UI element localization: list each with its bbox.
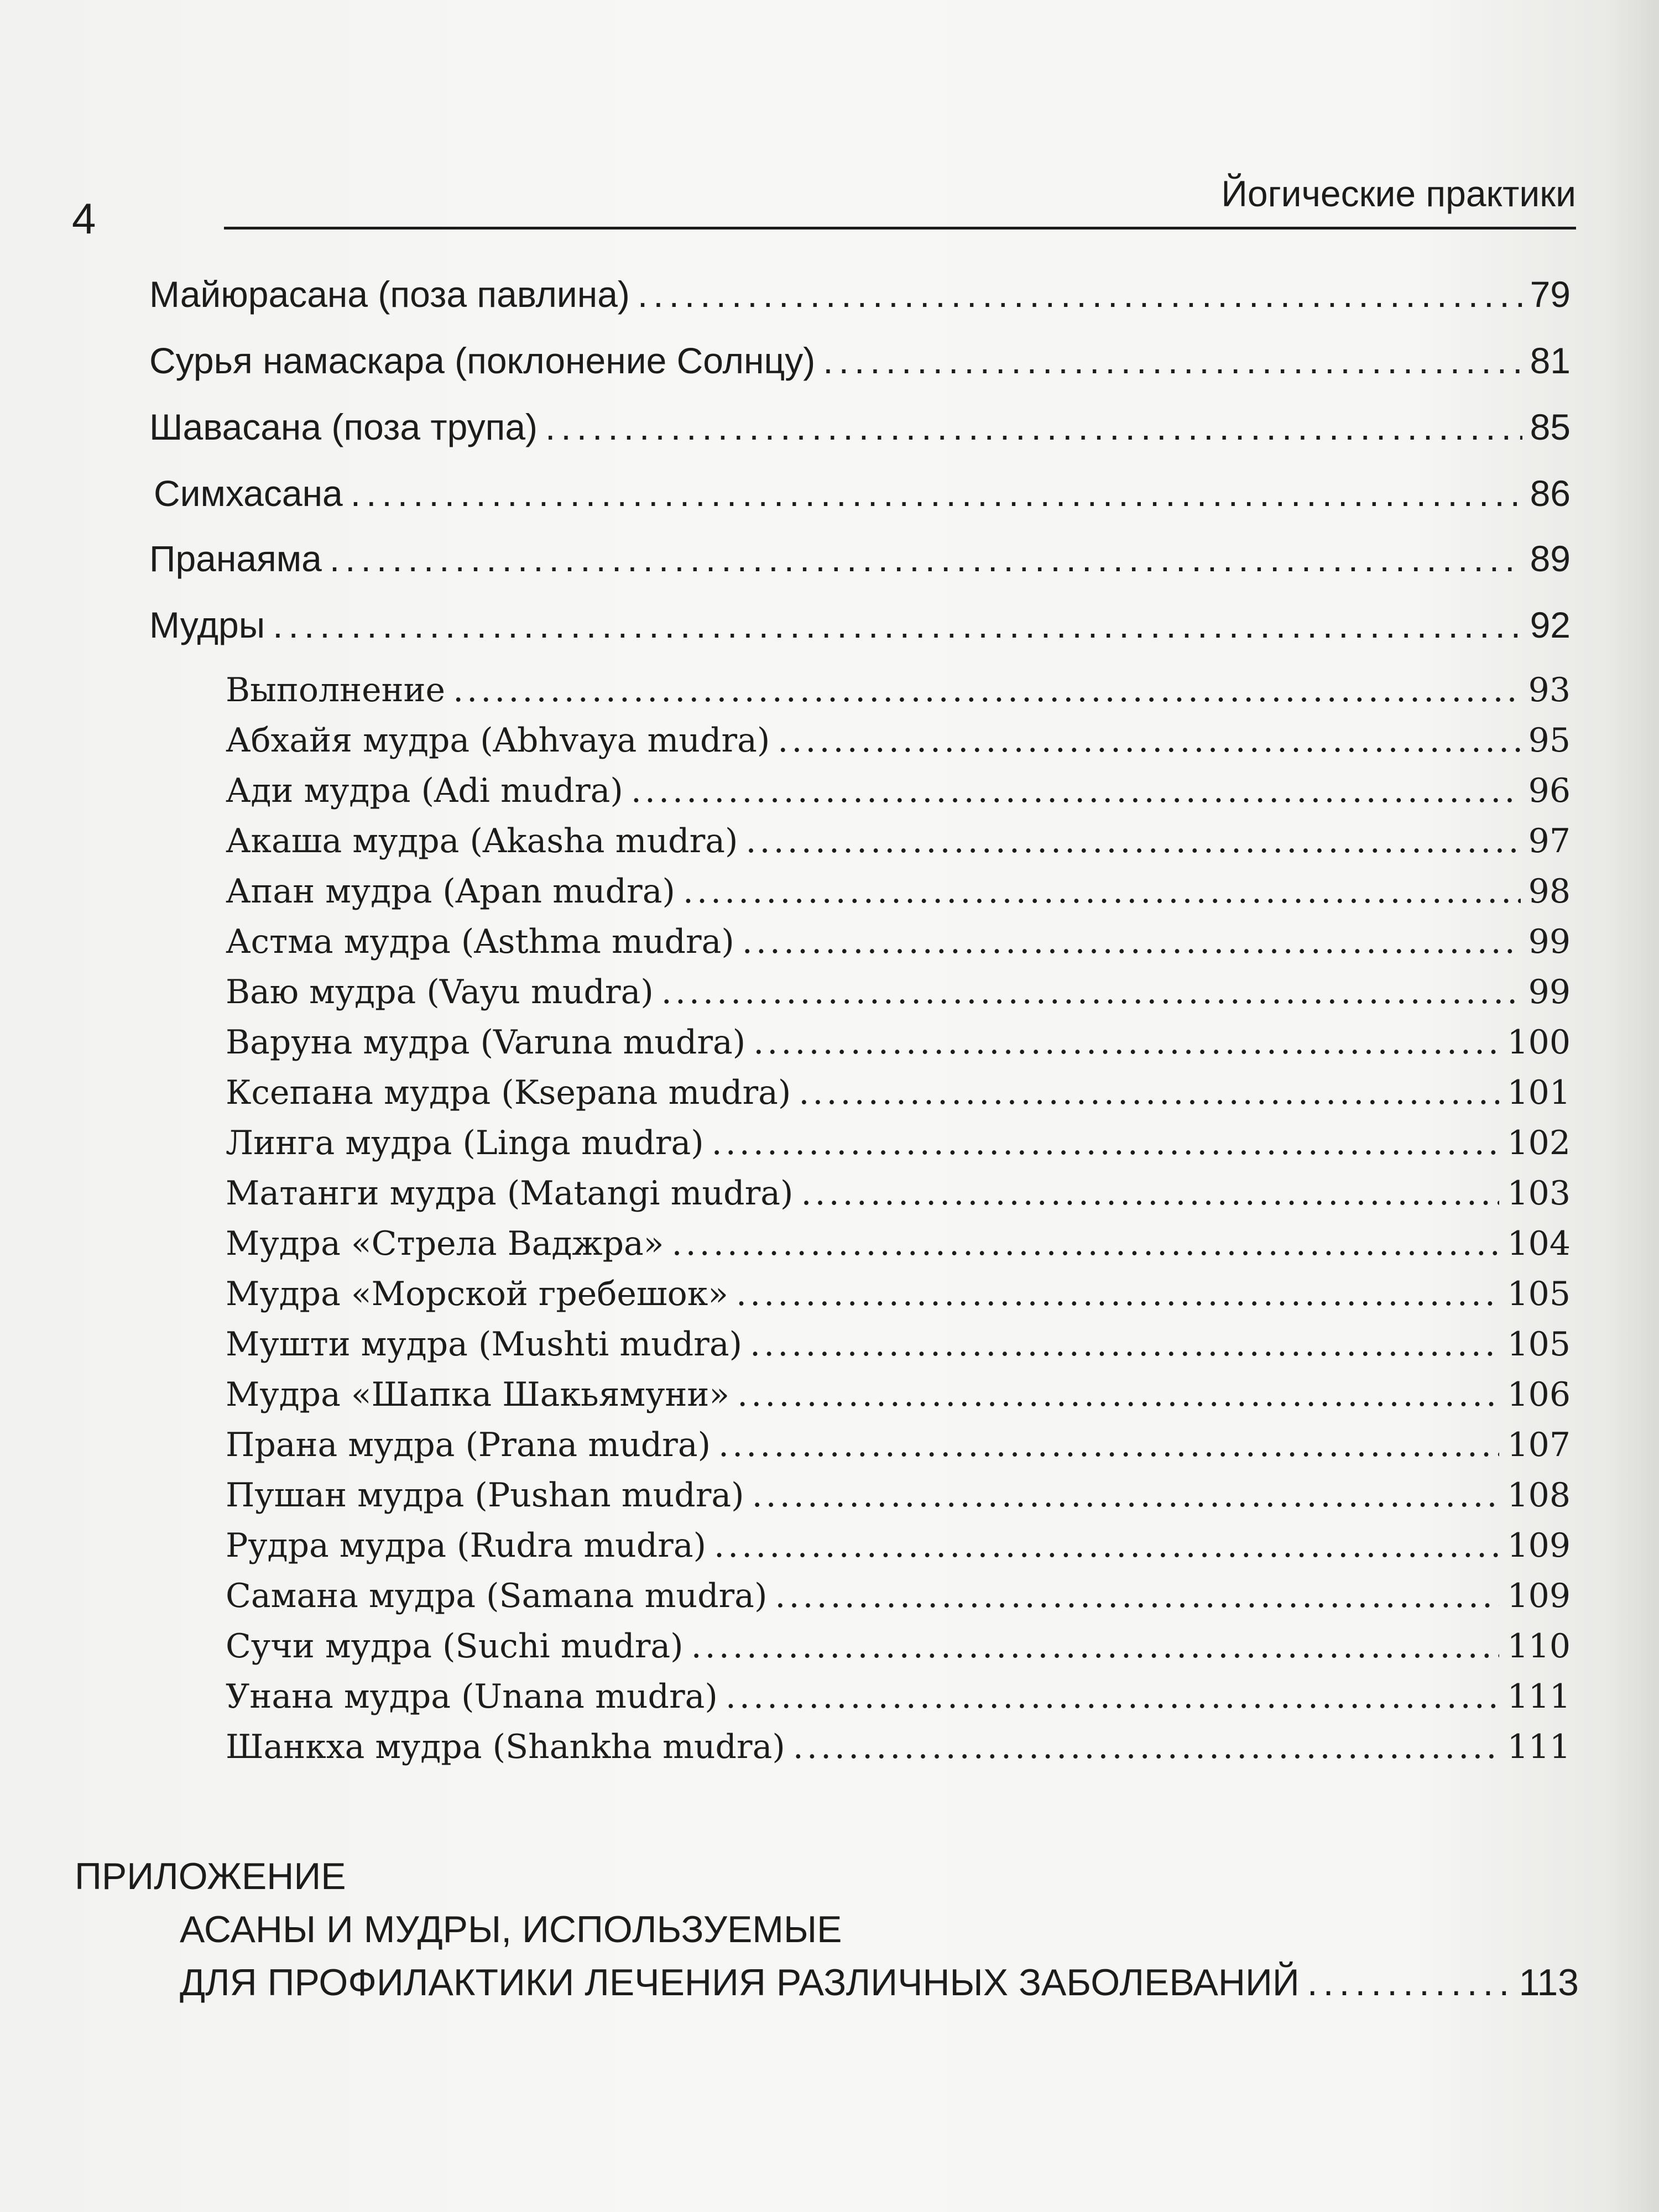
toc-entry xyxy=(149,603,1571,647)
toc-entry-label: Мудры xyxy=(149,604,265,645)
toc-entry-page: 110 xyxy=(1507,1627,1571,1666)
running-title: Йогические практики xyxy=(1221,173,1576,214)
toc-entry-page: 109 xyxy=(1507,1526,1571,1565)
toc-subentry xyxy=(226,1324,1571,1364)
toc-entry-label: Мудра «Стрела Ваджра» xyxy=(226,1224,664,1263)
toc-entry-page: 99 xyxy=(1528,973,1571,1011)
toc-entry-page: 79 xyxy=(1530,274,1571,315)
leader-dots xyxy=(742,922,1521,962)
leader-dots xyxy=(691,1626,1500,1666)
toc-entry-page: 99 xyxy=(1528,922,1571,961)
toc-entry xyxy=(154,471,1571,515)
toc-entry-page: 100 xyxy=(1507,1023,1571,1062)
toc-entry xyxy=(149,272,1571,316)
page-number: 4 xyxy=(72,194,96,243)
toc-entry-label: Пушан мудра (Pushan mudra) xyxy=(226,1476,744,1515)
toc-subentry xyxy=(226,1375,1571,1415)
toc-entry-page: 93 xyxy=(1528,671,1571,709)
toc-entry-label: Мушти мудра (Mushti mudra) xyxy=(226,1325,743,1364)
toc-entry-label: Майюрасана (поза павлина) xyxy=(149,274,630,315)
toc-entry xyxy=(149,405,1571,449)
leader-dots xyxy=(753,1022,1499,1062)
toc-entry-page: 101 xyxy=(1507,1073,1571,1112)
toc-subentry xyxy=(226,1123,1571,1163)
appendix-page: 113 xyxy=(1519,1961,1579,2004)
toc-subentry xyxy=(226,1173,1571,1213)
toc-entry-page: 106 xyxy=(1507,1375,1571,1414)
toc-entry xyxy=(149,338,1571,383)
toc-subentry xyxy=(226,1626,1571,1666)
appendix-title-line1: АСАНЫ И МУДРЫ, ИСПОЛЬЗУЕМЫЕ xyxy=(180,1908,842,1950)
toc-entry-page: 85 xyxy=(1530,406,1571,447)
toc-entry xyxy=(149,536,1571,581)
leader-dots xyxy=(823,338,1522,383)
toc-entry-label: Рудра мудра (Rudra mudra) xyxy=(226,1526,707,1565)
toc-subentry xyxy=(226,972,1571,1012)
toc-entry-label: Прана мудра (Prana mudra) xyxy=(226,1426,711,1464)
leader-dots xyxy=(638,272,1522,316)
toc-entry-page: 105 xyxy=(1507,1325,1571,1364)
toc-subentry xyxy=(226,1224,1571,1264)
toc-subentry xyxy=(226,1576,1571,1616)
leader-dots xyxy=(775,1576,1499,1616)
toc-entry-label: Шавасана (поза трупа) xyxy=(149,406,538,447)
toc-entry-page: 111 xyxy=(1507,1677,1571,1716)
leader-dots xyxy=(778,721,1520,760)
leader-dots xyxy=(453,670,1521,710)
toc-subentry xyxy=(226,1475,1571,1515)
toc-subentry xyxy=(226,721,1571,760)
appendix-section xyxy=(75,1850,1579,2009)
toc-entry-label: Матанги мудра (Matangi mudra) xyxy=(226,1174,794,1213)
toc-entry-page: 86 xyxy=(1530,473,1571,514)
leader-dots xyxy=(330,536,1522,581)
toc-entry-label: Унана мудра (Unana mudra) xyxy=(226,1677,718,1716)
toc-entry-page: 97 xyxy=(1528,822,1571,860)
toc-entry-page: 111 xyxy=(1507,1728,1571,1766)
toc-subentry xyxy=(226,1274,1571,1314)
leader-dots xyxy=(1307,1956,1511,2009)
leader-dots xyxy=(712,1123,1500,1163)
leader-dots xyxy=(801,1173,1499,1213)
toc-subentry xyxy=(226,821,1571,861)
toc-entry-label: Выполнение xyxy=(226,671,446,709)
appendix-entry xyxy=(75,1956,1579,2009)
toc-entry-page: 109 xyxy=(1507,1577,1571,1615)
toc-entry-label: Ваю мудра (Vayu mudra) xyxy=(226,973,654,1011)
leader-dots xyxy=(351,471,1522,515)
toc-entry-page: 107 xyxy=(1507,1426,1571,1464)
toc-subentry xyxy=(226,771,1571,811)
page-header xyxy=(72,166,1576,243)
toc-entry-page: 96 xyxy=(1528,771,1571,810)
leader-dots xyxy=(718,1425,1499,1465)
toc-entry-label: Ксепана мудра (Ksepana mudra) xyxy=(226,1073,791,1112)
toc-entry-label: Мудра «Морской гребешок» xyxy=(226,1275,728,1313)
toc-subentry xyxy=(226,1073,1571,1113)
appendix-heading: ПРИЛОЖЕНИЕ xyxy=(75,1855,346,1897)
toc-entry-page: 92 xyxy=(1530,604,1571,645)
leader-dots xyxy=(736,1274,1499,1314)
toc-entry-label: Сучи мудра (Suchi mudra) xyxy=(226,1627,684,1666)
toc-entry-page: 95 xyxy=(1528,721,1571,760)
leader-dots xyxy=(661,972,1521,1012)
toc-entry-page: 81 xyxy=(1530,340,1571,381)
leader-dots xyxy=(683,872,1521,911)
toc-entry-page: 108 xyxy=(1507,1476,1571,1515)
appendix-title-line2: ДЛЯ ПРОФИЛАКТИКИ ЛЕЧЕНИЯ РАЗЛИЧНЫХ ЗАБОЛЕВАНИЙ xyxy=(180,1961,1300,2004)
toc-entry-page: 103 xyxy=(1507,1174,1571,1213)
toc-subentry xyxy=(226,1022,1571,1062)
leader-dots xyxy=(273,603,1522,647)
toc-entry-label: Пранаяма xyxy=(149,538,322,579)
toc-entry-label: Сурья намаскара (поклонение Солнцу) xyxy=(149,340,816,381)
leader-dots xyxy=(793,1727,1500,1767)
toc-subentry xyxy=(226,1425,1571,1465)
leader-dots xyxy=(545,405,1522,449)
leader-dots xyxy=(631,771,1521,811)
toc-entry-label: Апан мудра (Apan mudra) xyxy=(226,872,675,911)
toc-entry-label: Самана мудра (Samana mudra) xyxy=(226,1577,768,1615)
toc-subentry xyxy=(226,922,1571,962)
leader-dots xyxy=(737,1375,1499,1415)
toc-entry-page: 105 xyxy=(1507,1275,1571,1313)
leader-dots xyxy=(750,1324,1499,1364)
leader-dots xyxy=(714,1526,1499,1566)
toc-entry-label: Линга мудра (Linga mudra) xyxy=(226,1124,704,1162)
toc-subentry xyxy=(226,1526,1571,1566)
toc-entry-label: Симхасана xyxy=(154,473,343,514)
toc-entry-label: Шанкха мудра (Shankha mudra) xyxy=(226,1728,785,1766)
toc-entry-label: Абхайя мудра (Abhvaya mudra) xyxy=(226,721,770,760)
toc-entry-label: Ади мудра (Adi mudra) xyxy=(226,771,623,810)
leader-dots xyxy=(672,1224,1500,1264)
leader-dots xyxy=(799,1073,1499,1113)
toc-subentry xyxy=(226,1677,1571,1717)
leader-dots xyxy=(752,1475,1500,1515)
toc-entry-page: 102 xyxy=(1507,1124,1571,1162)
toc-entry-label: Варуна мудра (Varuna mudra) xyxy=(226,1023,746,1062)
toc-entry-page: 98 xyxy=(1528,872,1571,911)
toc-entry-page: 89 xyxy=(1530,538,1571,579)
toc-entry-page: 104 xyxy=(1507,1224,1571,1263)
leader-dots xyxy=(745,821,1520,861)
toc-subentry xyxy=(226,872,1571,911)
toc-subentry xyxy=(226,1727,1571,1767)
leader-dots xyxy=(726,1677,1500,1717)
header-rule xyxy=(224,227,1576,229)
toc-subentry xyxy=(226,670,1571,710)
toc-entry-label: Астма мудра (Asthma mudra) xyxy=(226,922,734,961)
toc-entry-label: Акаша мудра (Akasha mudra) xyxy=(226,822,738,860)
toc-entry-label: Мудра «Шапка Шакьямуни» xyxy=(226,1375,730,1414)
